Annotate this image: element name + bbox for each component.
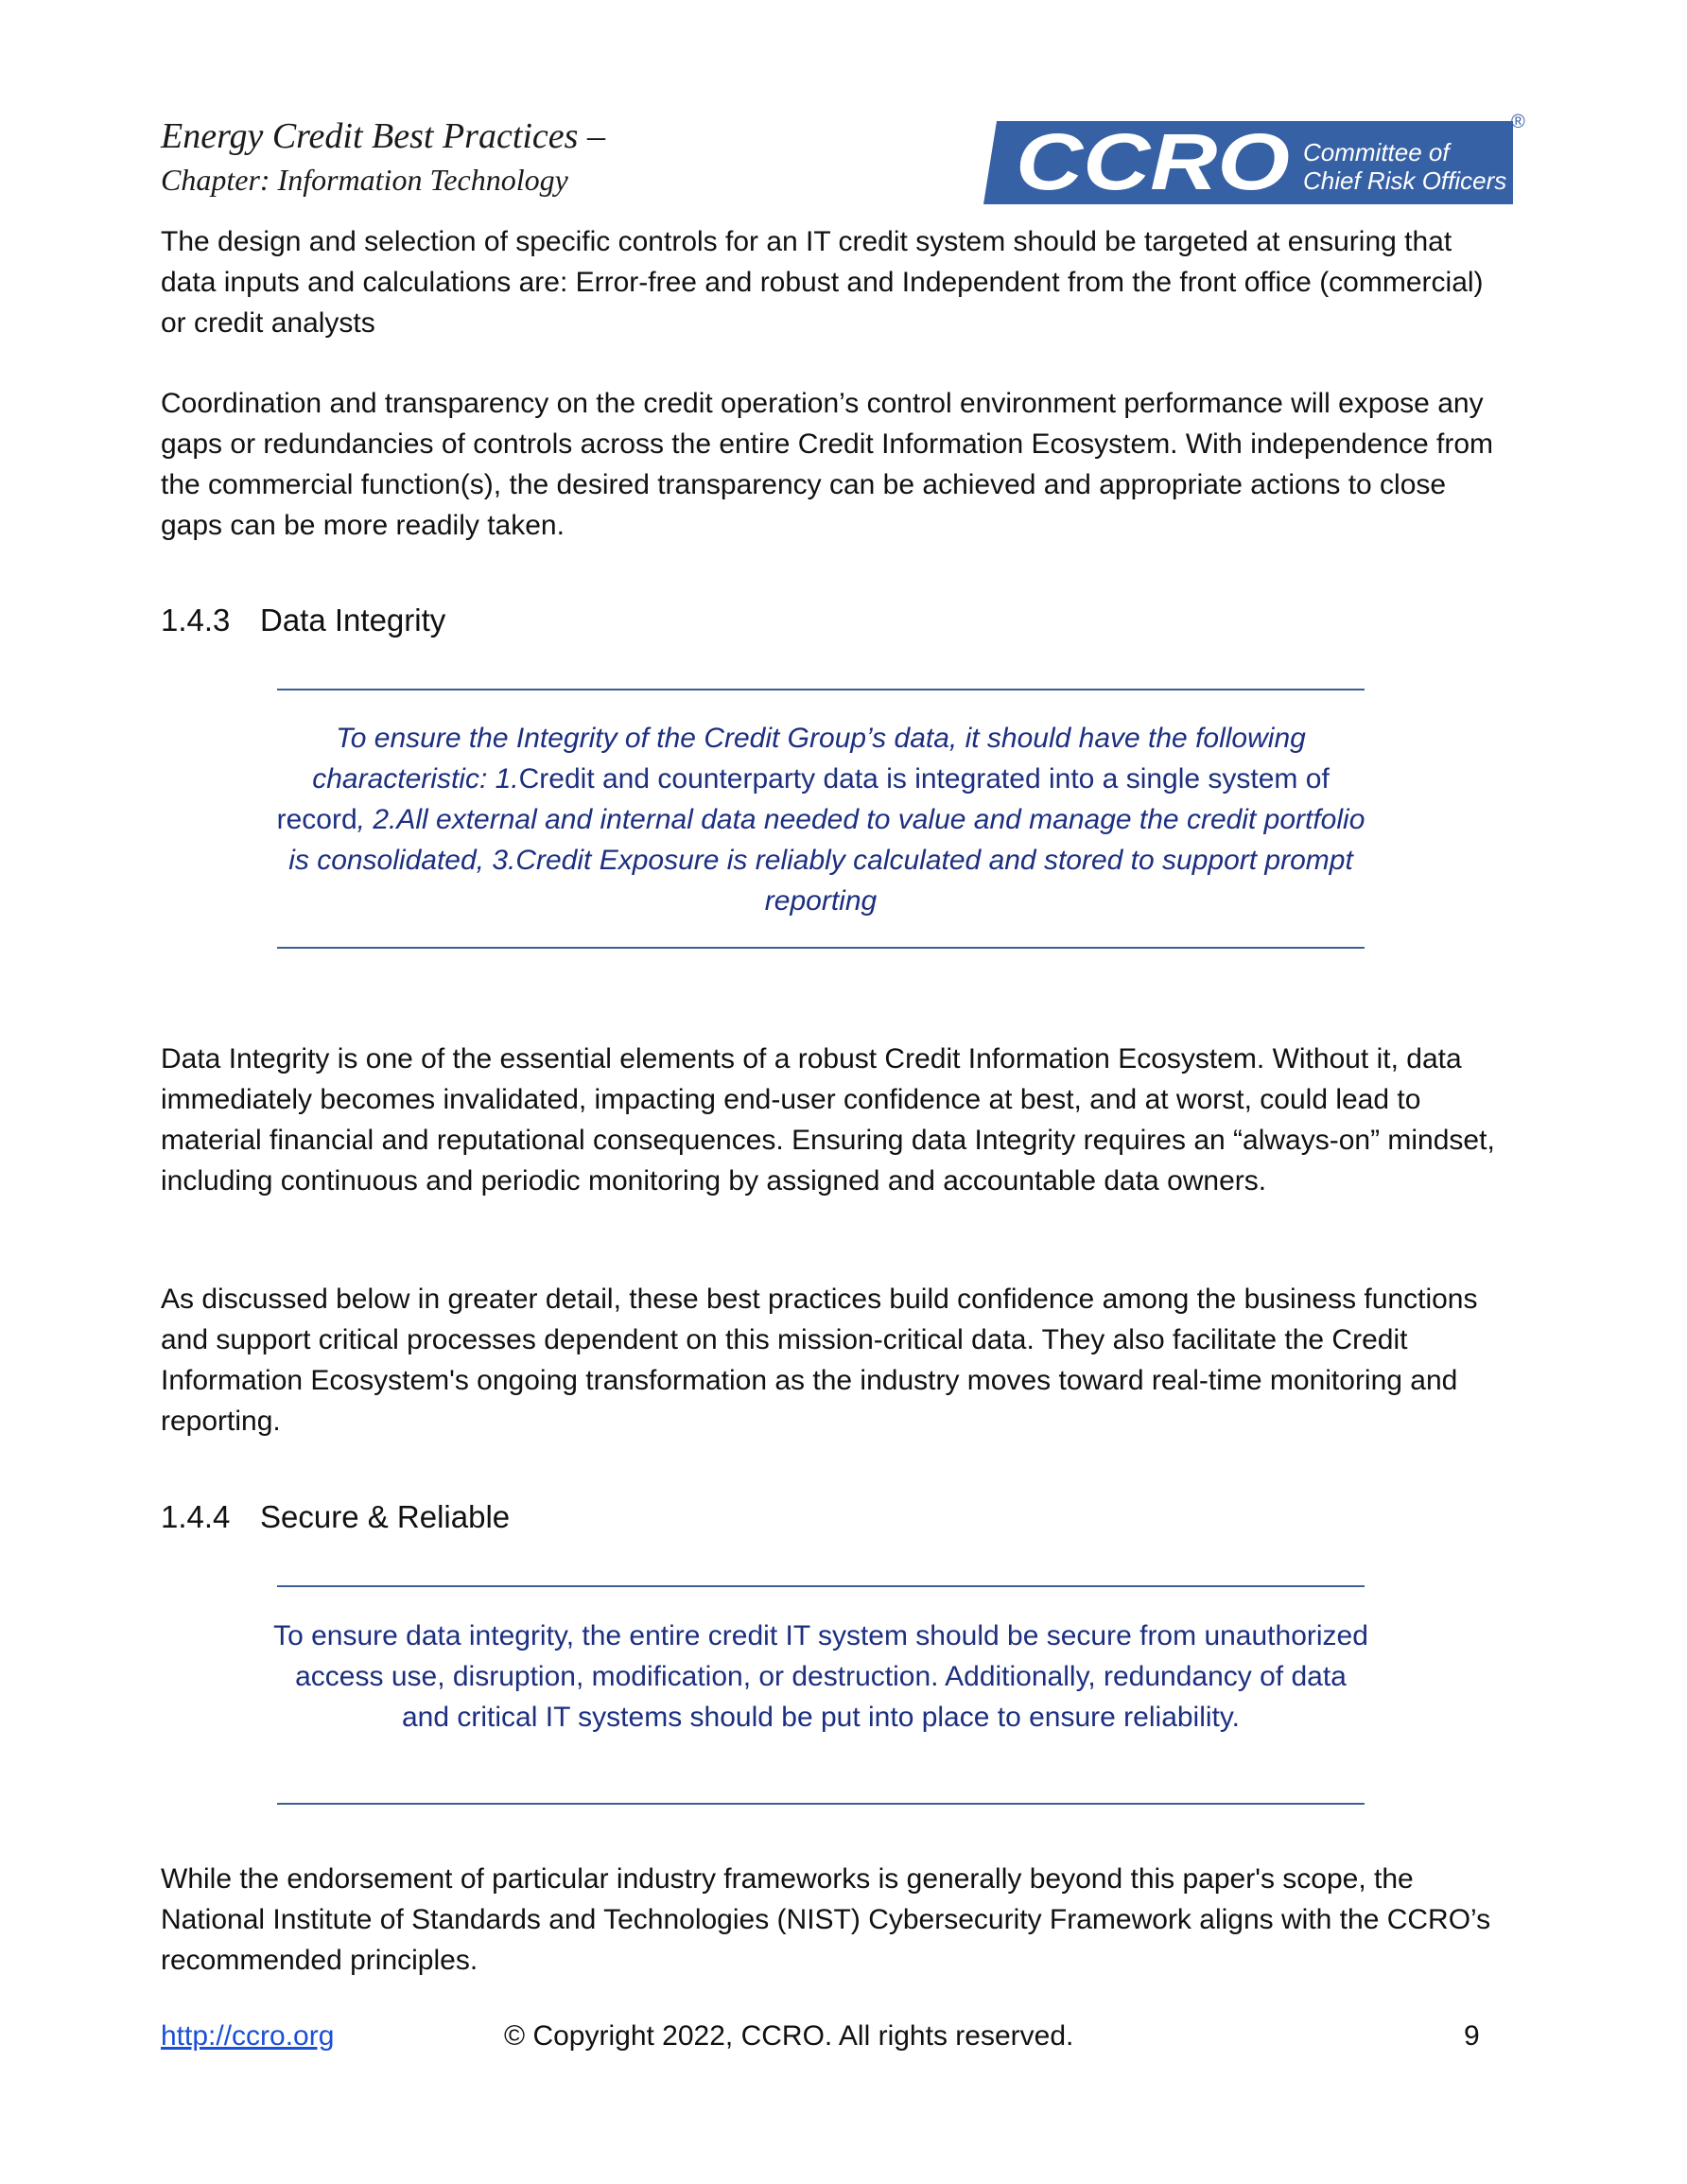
- section-heading-data-integrity: [161, 603, 445, 638]
- callout-top-rule: [277, 1585, 1365, 1587]
- best-practices-paragraph: As discussed below in greater detail, these best practices build confidence among the business functions and support critical processes dependent on this mission-critical data. They also facilitate the Credit Information Ecosystem's ongoing transformation as the industry moves toward real-time monitoring and reporting.: [161, 1284, 1478, 1437]
- section-title: Secure & Reliable: [260, 1499, 511, 1534]
- data-integrity-callout: [268, 718, 1374, 921]
- callout-top-rule: [277, 689, 1365, 690]
- callout-text-part1: To ensure the Integrity of the Credit Group’s data, it should have the following characteristic: 1.: [312, 723, 1306, 795]
- secure-reliable-callout: To ensure data integrity, the entire credit IT system should be secure from unauthorized access use, disruption, modification, or destruction. Additionally, redundancy of data and critical IT systems should be put into place to ensure reliability.: [273, 1620, 1368, 1733]
- section-number: 1.4.4: [161, 1499, 231, 1534]
- chapter-subtitle: Chapter: Information Technology: [161, 163, 568, 197]
- footer-website-link[interactable]: http://ccro.org: [161, 2020, 335, 2052]
- registered-mark: ®: [1511, 112, 1525, 132]
- callout-text-part2: Credit and counterparty data is integrated into a single system of record: [276, 763, 1330, 835]
- ccro-logo: [983, 114, 1513, 204]
- logo-main-text: CCRO: [1016, 117, 1290, 204]
- callout-text-part3: , 2.All external and internal data needed to value and manage the credit portfolio is consolidated, 3.Credit Exposure is reliably calculated and stored to support prompt reporting: [288, 804, 1365, 917]
- callout-bottom-rule: [277, 1803, 1365, 1805]
- page-number: 9: [1464, 2020, 1480, 2052]
- logo-line2: Chief Risk Officers: [1303, 166, 1507, 195]
- footer-copyright: © Copyright 2022, CCRO. All rights reserved.: [504, 2020, 1074, 2052]
- callout-bottom-rule: [277, 947, 1365, 949]
- document-title: Energy Credit Best Practices –: [161, 116, 605, 156]
- logo-line1: Committee of: [1303, 138, 1450, 166]
- section-number: 1.4.3: [161, 603, 231, 638]
- data-integrity-paragraph: Data Integrity is one of the essential elements of a robust Credit Information Ecosystem. Without it, data immediately becomes invalidated, impacting end-user confidence at best, and at worst, could lead to material financial and reputational consequences. Ensuring data Integrity requires an “always-on” mindset, including continuous and periodic monitoring by assigned and accountable data owners.: [161, 1043, 1495, 1197]
- section-title: Data Integrity: [260, 603, 446, 638]
- intro-paragraph: The design and selection of specific controls for an IT credit system should be targeted at ensuring that data inputs and calculations are: Error-free and robust and Independent from the front office (commercial) or credit analysts: [161, 226, 1484, 339]
- section-heading-secure-reliable: [161, 1499, 510, 1535]
- nist-paragraph: While the endorsement of particular industry frameworks is generally beyond this paper's scope, the National Institute of Standards and Technologies (NIST) Cybersecurity Framework aligns with the CCRO’s recommended principles.: [161, 1863, 1491, 1976]
- coordination-paragraph: Coordination and transparency on the credit operation’s control environment performance will expose any gaps or redundancies of controls across the entire Credit Information Ecosystem. With independence from the commercial function(s), the desired transparency can be achieved and appropriate actions to close gaps can be more readily taken.: [161, 388, 1494, 541]
